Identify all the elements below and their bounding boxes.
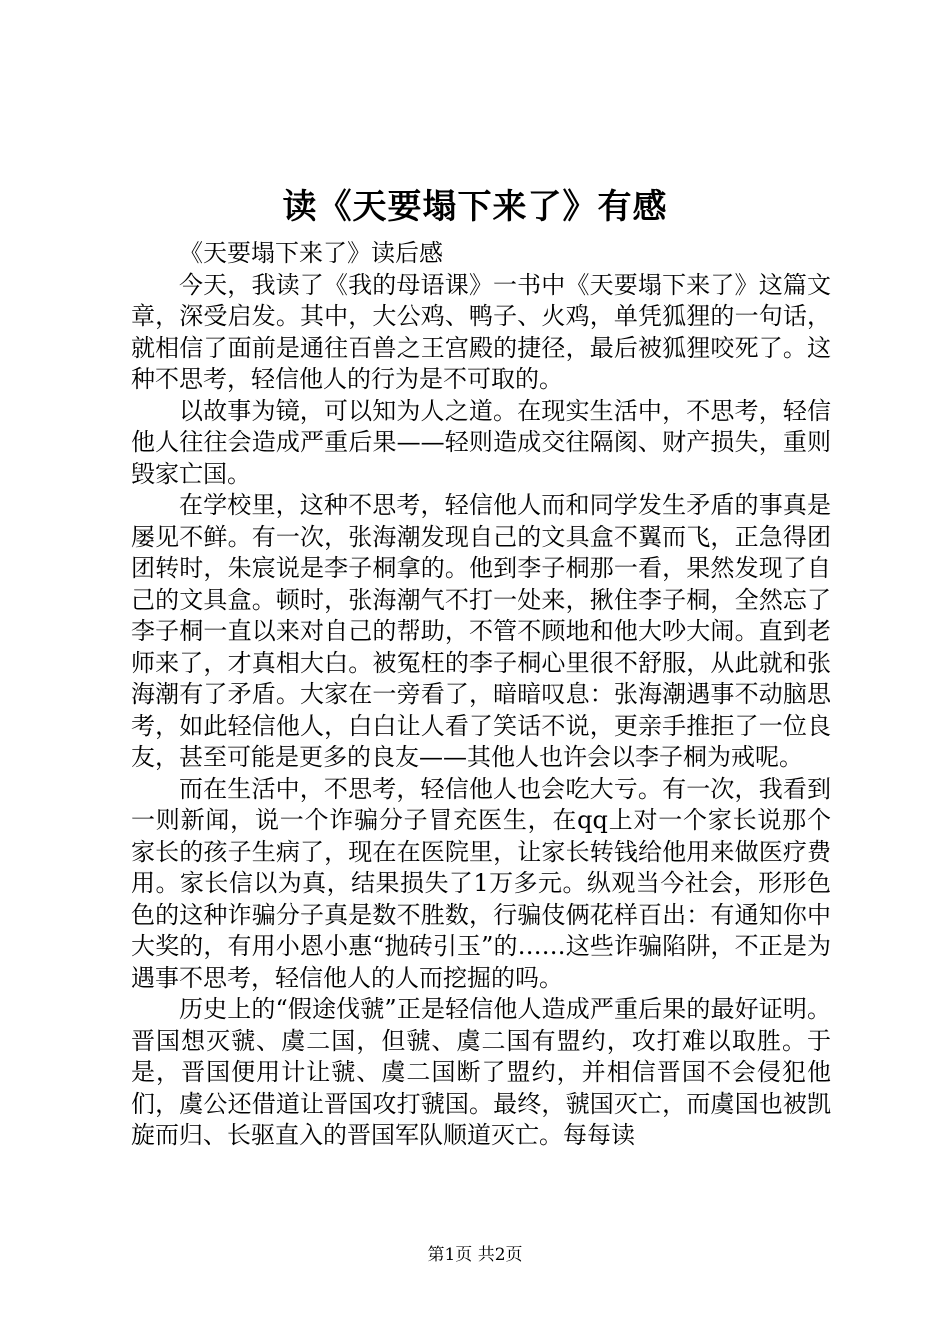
paragraph-history: 历史上的“假途伐虢”正是轻信他人造成严重后果的最好证明。晋国想灭虢、虞二国，但虢、虞二国有盟约，攻打难以取胜。于是，晋国便用计让虢、虞二国断了盟约，并相信晋国不会侵犯他们，虞公还借道让晋国攻打虢国。最终，虢国灭亡，而虞国也被凯旋而归、长驱直入的晋国军队顺道灭亡。每每读 [131, 995, 831, 1149]
paragraph-lesson: 以故事为镜，可以知为人之道。在现实生活中，不思考，轻信他人往往会造成严重后果——轻则造成交往隔阂、财产损失，重则毁家亡国。 [131, 396, 831, 488]
paragraph-school: 在学校里，这种不思考，轻信他人而和同学发生矛盾的事真是屡见不鲜。有一次，张海潮发现自己的文具盒不翼而飞，正急得团团转时，朱宸说是李子桐拿的。他到李子桐那一看，果然发现了自己的文具盒。顿时，张海潮气不打一处来，揪住李子桐，全然忘了李子桐一直以来对自己的帮助，不管不顾地和他大吵大闹。直到老师来了，才真相大白。被冤枉的李子桐心里很不舒服，从此就和张海潮有了矛盾。大家在一旁看了，暗暗叹息：张海潮遇事不动脑思考，如此轻信他人，白白让人看了笑话不说，更亲手推拒了一位良友，甚至可能是更多的良友——其他人也许会以李子桐为戒呢。 [131, 491, 831, 771]
document-title: 读《天要塌下来了》有感 [282, 187, 668, 227]
paragraph-intro: 今天，我读了《我的母语课》一书中《天要塌下来了》这篇文章，深受启发。其中，大公鸡、鸭子、火鸡，单凭狐狸的一句话，就相信了面前是通往百兽之王宫殿的捷径，最后被狐狸咬死了。这种不思考，轻信他人的行为是不可取的。 [131, 270, 831, 393]
document-body [131, 238, 831, 1152]
paragraph-subtitle: 《天要塌下来了》读后感 [179, 239, 443, 267]
paragraph-life: 而在生活中，不思考，轻信他人也会吃大亏。有一次，我看到一则新闻，说一个诈骗分子冒充医生，在qq上对一个家长说那个家长的孩子生病了，现在在医院里，让家长转钱给他用来做医疗费用。家长信以为真，结果损失了1万多元。纵观当今社会，形形色色的这种诈骗分子真是数不胜数，行骗伎俩花样百出：有通知你中大奖的，有用小恩小惠“抛砖引玉”的……这些诈骗陷阱，不正是为遇事不思考，轻信他人的人而挖掘的吗。 [131, 774, 831, 992]
page-number-footer: 第1页 共2页 [427, 1245, 523, 1265]
